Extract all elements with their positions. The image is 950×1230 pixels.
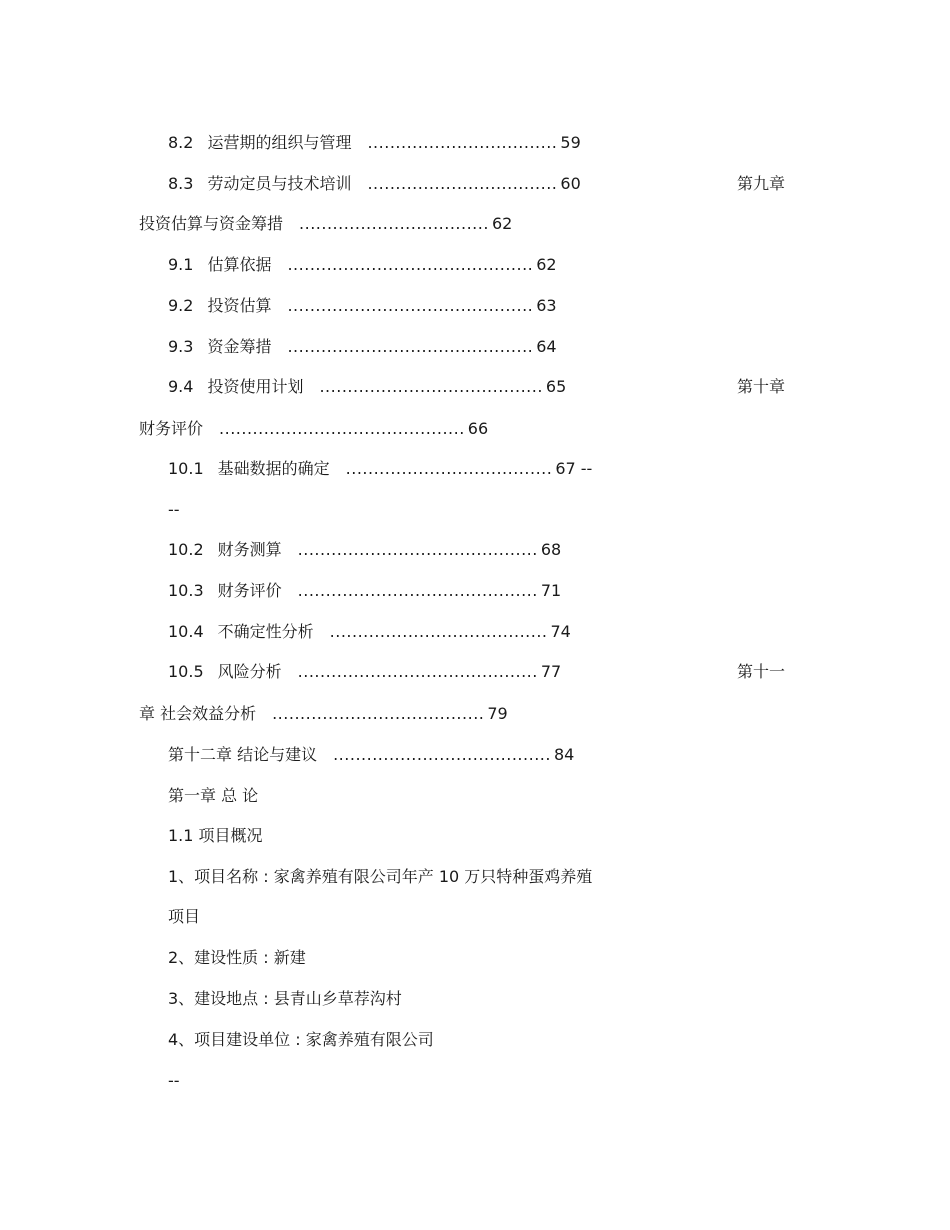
toc-title: 风险分析 xyxy=(217,662,282,681)
toc-entry-9-3 xyxy=(168,337,557,357)
toc-title: 投资估算 xyxy=(207,296,272,315)
page-separator: -- xyxy=(168,1071,180,1090)
toc-number: 9.2 xyxy=(168,296,194,315)
toc-chapter-10-label: 第十章 xyxy=(737,377,786,396)
toc-entry-10-4 xyxy=(168,622,571,642)
toc-page-number: 62 xyxy=(491,214,513,233)
toc-number: 10.2 xyxy=(168,540,204,559)
toc-page-number: 59 xyxy=(560,133,581,152)
toc-entry-9-2 xyxy=(168,296,557,316)
toc-number: 10.4 xyxy=(168,622,204,641)
chapter-heading: 第一章 总 论 xyxy=(168,786,259,805)
toc-chapter-10 xyxy=(139,419,488,439)
toc-number: 9.3 xyxy=(168,337,194,356)
toc-entry-8-3 xyxy=(168,174,581,194)
toc-leader-dots: ....................................... xyxy=(329,622,548,641)
toc-page-number: 68 xyxy=(540,540,562,559)
toc-leader-dots: ........................................... xyxy=(297,540,538,559)
toc-title: 财务评价 xyxy=(139,419,204,438)
toc-number: 9.4 xyxy=(168,377,194,396)
toc-page-number: 77 xyxy=(540,662,562,681)
toc-title: 投资使用计划 xyxy=(207,377,304,396)
toc-leader-dots: ........................................... xyxy=(297,662,538,681)
toc-leader-dots: ............................................ xyxy=(287,296,534,315)
toc-entry-10-2 xyxy=(168,540,561,560)
paragraph-project-name-cont: 项目 xyxy=(168,907,201,926)
paragraph-project-name: 1、项目名称 : 家禽养殖有限公司年产 10 万只特种蛋鸡养殖 xyxy=(168,867,593,886)
toc-leader-dots: .................................. xyxy=(367,174,558,193)
paragraph-construction-type: 2、建设性质 : 新建 xyxy=(168,948,306,967)
toc-page-number: 79 xyxy=(487,704,508,723)
toc-leader-dots: ............................................ xyxy=(287,337,534,356)
toc-title: 第十二章 结论与建议 xyxy=(168,745,318,764)
toc-title: 资金筹措 xyxy=(207,337,272,356)
toc-entry-9-1 xyxy=(168,255,557,275)
toc-entry-8-2 xyxy=(168,133,581,153)
toc-number: 8.2 xyxy=(168,133,194,152)
toc-page-number: 67 -- xyxy=(555,459,593,478)
toc-leader-dots: ............................................ xyxy=(219,419,465,438)
toc-title: 估算依据 xyxy=(207,255,272,274)
toc-entry-10-5 xyxy=(168,662,561,682)
toc-chapter-12 xyxy=(168,745,574,765)
toc-entry-9-4 xyxy=(168,377,566,397)
toc-number: 10.3 xyxy=(168,581,204,600)
toc-title: 投资估算与资金筹措 xyxy=(139,214,284,233)
toc-entry-10-1 xyxy=(168,459,592,479)
toc-leader-dots: .................................. xyxy=(367,133,558,152)
toc-page-number: 84 xyxy=(553,745,575,764)
toc-number: 9.1 xyxy=(168,255,194,274)
toc-title: 不确定性分析 xyxy=(217,622,314,641)
page-separator: -- xyxy=(168,500,180,519)
toc-chapter-11 xyxy=(139,704,508,724)
toc-leader-dots: ....................................... xyxy=(333,745,551,764)
paragraph-construction-unit: 4、项目建设单位 : 家禽养殖有限公司 xyxy=(168,1030,434,1049)
toc-leader-dots: ..................................... xyxy=(345,459,553,478)
toc-page-number: 63 xyxy=(536,296,557,315)
toc-page-number: 62 xyxy=(536,255,557,274)
toc-page-number: 60 xyxy=(560,174,581,193)
toc-leader-dots: ...................................... xyxy=(272,704,485,723)
toc-leader-dots: ........................................ xyxy=(319,377,543,396)
toc-page-number: 66 xyxy=(467,419,489,438)
section-heading: 1.1 项目概况 xyxy=(168,826,263,845)
toc-page-number: 64 xyxy=(536,337,557,356)
toc-title: 基础数据的确定 xyxy=(217,459,330,478)
toc-chapter-9 xyxy=(139,214,512,234)
toc-title: 财务评价 xyxy=(217,581,282,600)
toc-page-number: 65 xyxy=(545,377,567,396)
toc-page-number: 74 xyxy=(550,622,571,641)
toc-chapter-11-label: 第十一 xyxy=(737,662,786,681)
toc-entry-10-3 xyxy=(168,581,561,601)
toc-chapter-9-label: 第九章 xyxy=(737,174,786,193)
toc-title: 运营期的组织与管理 xyxy=(207,133,352,152)
toc-leader-dots: .................................. xyxy=(299,214,489,233)
toc-page-number: 71 xyxy=(540,581,562,600)
paragraph-construction-site: 3、建设地点 : 县青山乡草荐沟村 xyxy=(168,989,402,1008)
toc-number: 8.3 xyxy=(168,174,194,193)
toc-number: 10.5 xyxy=(168,662,204,681)
toc-number: 10.1 xyxy=(168,459,204,478)
toc-title: 财务测算 xyxy=(217,540,282,559)
toc-title: 劳动定员与技术培训 xyxy=(207,174,352,193)
toc-leader-dots: ............................................ xyxy=(287,255,534,274)
toc-title: 章 社会效益分析 xyxy=(139,704,257,723)
toc-leader-dots: ........................................... xyxy=(297,581,538,600)
